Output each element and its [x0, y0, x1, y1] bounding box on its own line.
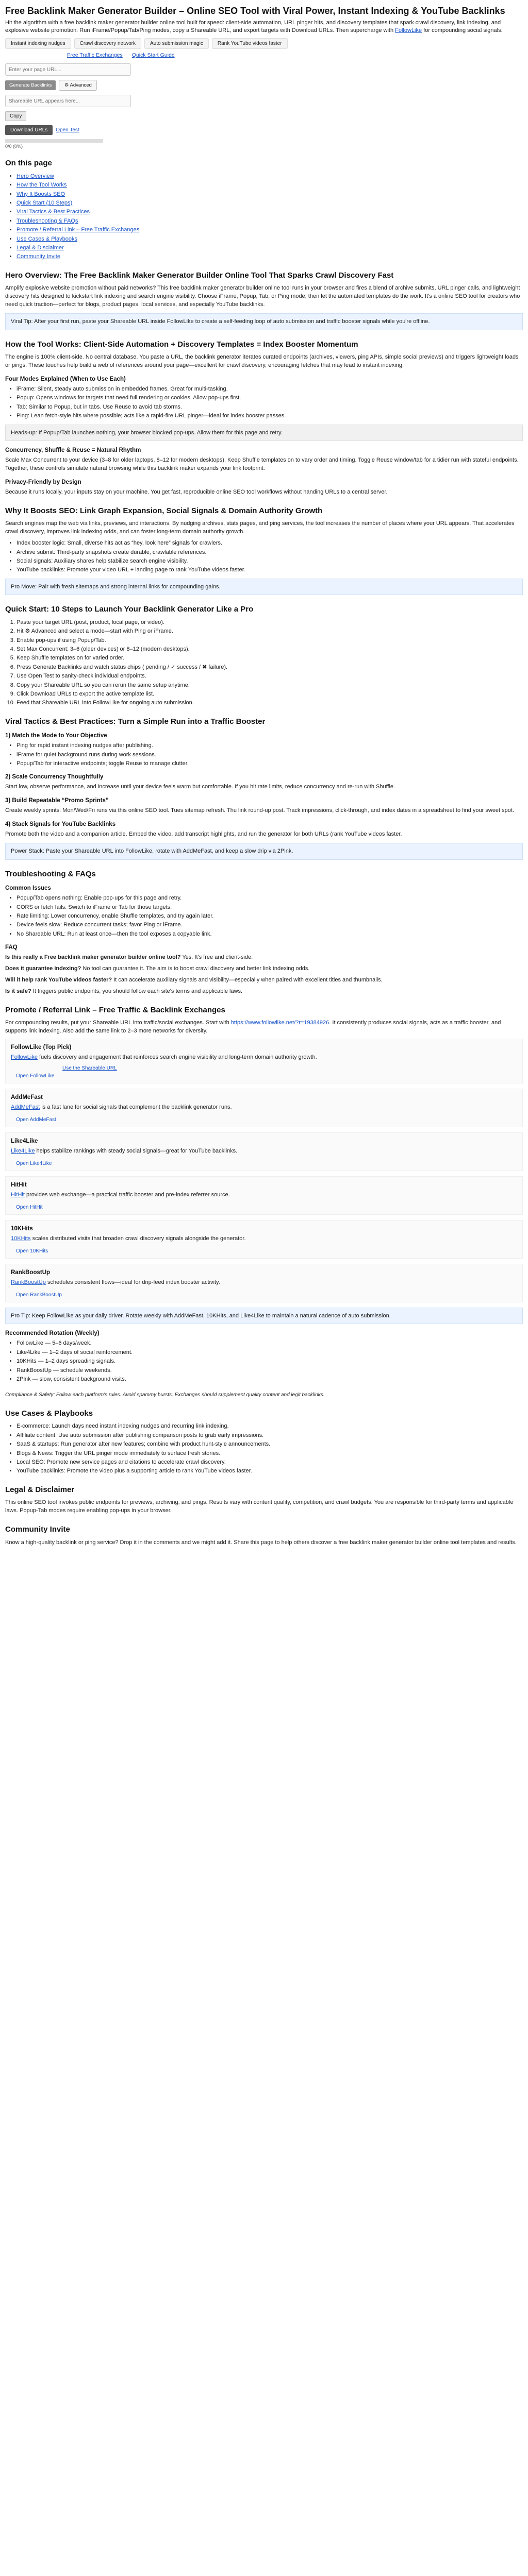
- list-item: • Device feels slow: Reduce concurrent tasks; favor Ping or iFrame.: [16, 921, 523, 929]
- open-10khits-button[interactable]: Open 10KHits: [16, 1248, 48, 1254]
- faq-answer: Yes. It's free and client-side.: [182, 954, 253, 961]
- referral-link[interactable]: https://www.followlike.net/?r=19384926: [230, 1020, 329, 1026]
- toc-item[interactable]: Promote / Referral Link – Free Traffic Exchanges: [16, 227, 140, 233]
- open-followlike-button[interactable]: Open FollowLike: [16, 1073, 55, 1079]
- quick-heading: Quick Start: 10 Steps to Launch Your Backlink Generator Like a Pro: [5, 605, 254, 614]
- card-desc: helps stabilize rankings with steady social signals—great for YouTube backlinks.: [36, 1148, 238, 1155]
- list-item: • 10KHits — 1–2 days spreading signals.: [16, 1358, 523, 1365]
- card-desc: scales distributed visits that broaden crawl discovery signals alongside the generator.: [32, 1235, 246, 1242]
- list-item: • Affiliate content: Use auto submission after publishing comparison posts to grab early impressions.: [16, 1432, 523, 1439]
- copy-button[interactable]: Copy: [5, 111, 26, 121]
- faq-sub-heading: FAQ: [5, 944, 18, 951]
- exchange-card-like4like: [5, 1132, 523, 1171]
- intro-paragraph: [5, 19, 523, 36]
- toc-item[interactable]: Legal & Disclaimer: [16, 245, 64, 251]
- generate-controls: [5, 80, 523, 91]
- list-item: • FollowLike — 5–6 days/week.: [16, 1340, 523, 1347]
- faq-question: Will it help rank YouTube videos faster?: [5, 977, 112, 983]
- toc-item[interactable]: Why It Boosts SEO: [16, 191, 65, 197]
- list-item: 6. Press Generate Backlinks and watch status chips ( pending / ✓ success / ✖ failure).: [16, 664, 523, 671]
- viral-heading: Viral Tactics & Best Practices: Turn a Simple Run into a Traffic Booster: [5, 717, 266, 726]
- card-desc: provides web exchange—a practical traffic booster and pre-index referrer source.: [26, 1192, 230, 1198]
- usecases-heading: Use Cases & Playbooks: [5, 1409, 93, 1418]
- use-shareable-link[interactable]: Use the Shareable URL: [62, 1065, 117, 1072]
- promote-heading: Promote / Referral Link – Free Traffic & Backlink Exchanges: [5, 1005, 225, 1014]
- faq-question: Does it guarantee indexing?: [5, 965, 81, 972]
- list-item: • Like4Like — 1–2 days of social reinforcement.: [16, 1349, 523, 1357]
- modes-heading: Four Modes Explained (When to Use Each): [5, 376, 126, 382]
- card-link[interactable]: HitHit: [11, 1192, 25, 1198]
- privacy-heading: Privacy-Friendly by Design: [5, 479, 81, 485]
- subnav-quick-start[interactable]: Quick Start Guide: [131, 52, 175, 59]
- list-item: 1. Paste your target URL (post, product, local page, or video).: [16, 619, 523, 626]
- pro-tip-note: Pro Tip: Keep FollowLike as your daily driver. Rotate weekly with AddMeFast, 10KHits, and Like4Like to maintain a natural cadence of auto submission.: [5, 1308, 523, 1325]
- list-item: • Ping for rapid instant indexing nudges after publishing.: [16, 742, 523, 750]
- legal-body: This online SEO tool invokes public endpoints for previews, archiving, and pings. Results vary with content quality, competition, and crawl budgets. You are responsible for third-party terms and applicable laws. Popup-Tab modes require enabling pop-ups in your browser.: [5, 1499, 514, 1514]
- toc-item[interactable]: Viral Tactics & Best Practices: [16, 209, 90, 215]
- faq-question: Is this really a Free backlink maker generator builder online tool?: [5, 954, 181, 961]
- card-link[interactable]: RankBoostUp: [11, 1279, 46, 1285]
- viral-sub-3: 3) Build Repeatable “Promo Sprints”: [5, 798, 109, 804]
- list-item: 2. Hit ⚙ Advanced and select a mode—start with Ping or iFrame.: [16, 628, 523, 635]
- exchange-card-rankboostup: [5, 1264, 523, 1302]
- card-text: [11, 1279, 517, 1287]
- card-text: [11, 1104, 517, 1112]
- faq-item: [5, 976, 523, 985]
- card-link[interactable]: FollowLike: [11, 1054, 38, 1061]
- list-item: 3. Enable pop-ups if using Popup/Tab.: [16, 637, 523, 645]
- intro-text: Hit the algorithm with a free backlink maker generator builder online tool built for speed: client-side automation, URL pinger hits, and discovery templates that spark crawl discovery, link indexing, and explosive website promotion. Run iFrame/Popup/Tab/Ping modes, copy a Shareable URL, and export targets with Download URLs. Then supercharge with: [5, 19, 501, 34]
- rotation-heading: Recommended Rotation (Weekly): [5, 1330, 100, 1337]
- list-item: • SaaS & startups: Run generator after new features; combine with product hunt-style announcements.: [16, 1440, 523, 1448]
- download-urls-button[interactable]: Download URLs: [5, 125, 53, 135]
- why-list: [5, 539, 523, 574]
- toc-item[interactable]: Troubleshooting & FAQs: [16, 217, 78, 224]
- list-item: • Tab: Similar to Popup, but in tabs. Use Reuse to avoid tab storms.: [16, 403, 523, 411]
- rotation-list: [5, 1340, 523, 1383]
- faq-question: Is it safe?: [5, 988, 31, 994]
- toc-heading: On this page: [5, 159, 52, 168]
- promote-text: For compounding results, put your Shareable URL into traffic/social exchanges. Start with: [5, 1020, 229, 1026]
- faq-item: [5, 954, 523, 962]
- card-title: Like4Like: [11, 1138, 38, 1145]
- faq-answer: No tool can guarantee it. The aim is to boost crawl discovery and better link indexing odds.: [82, 965, 310, 972]
- usecases-list: [5, 1422, 523, 1475]
- list-item: • Social signals: Auxiliary shares help stabilize search engine visibility.: [16, 557, 523, 565]
- url-input[interactable]: [5, 63, 131, 76]
- how-body: The engine is 100% client-side. No central database. You paste a URL, the backlink generator iterates curated endpoints (archives, viewers, ping APIs, simple social previews) and triggers lightweight loads or pings. These touches help build a web of references around your page—excellent for crawl discovery, encouraging fetches that may lead to instant indexing.: [5, 354, 519, 369]
- toc-item[interactable]: Hero Overview: [16, 173, 54, 179]
- hero-heading: Hero Overview: The Free Backlink Maker Generator Builder Online Tool That Sparks Crawl Discovery Fast: [5, 270, 394, 280]
- advanced-toggle[interactable]: ⚙ Advanced: [59, 80, 97, 91]
- issues-list: [5, 894, 523, 938]
- viral-p-3: Create weekly sprints: Mon/Wed/Fri runs via this online SEO tool. Tues sitemap refresh. Thu link round-up post. Track impressions, click-through, and index dates in a spreadsheet to find your sweet spot.: [5, 807, 515, 814]
- card-text: [11, 1235, 517, 1243]
- list-item: • RankBoostUp — schedule weekends.: [16, 1367, 523, 1375]
- list-item: 7. Use Open Test to sanity-check individual endpoints.: [16, 672, 523, 680]
- community-body: Know a high-quality backlink or ping service? Drop it in the comments and we might add it. Share this page to help others discover a free backlink maker generator builder online tool templates and results.: [5, 1539, 517, 1546]
- toc-item[interactable]: How the Tool Works: [16, 182, 67, 189]
- list-item: • 2Plnk — slow, consistent background visits.: [16, 1376, 523, 1383]
- why-heading: Why It Boosts SEO: Link Graph Expansion, Social Signals & Domain Authority Growth: [5, 506, 323, 515]
- heads-up-note: Heads-up: If Popup/Tab launches nothing, your browser blocked pop-ups. Allow them for this page and retry.: [5, 425, 523, 442]
- quick-steps: [5, 619, 523, 707]
- viral-sub-4: 4) Stack Signals for YouTube Backlinks: [5, 821, 116, 828]
- concurrency-heading: Concurrency, Shuffle & Reuse = Natural Rhythm: [5, 447, 141, 454]
- viral-p-2: Start low, observe performance, and increase until your device feels warm but comfortable. If you hit rate limits, reduce concurrency and re-run with Shuffle.: [5, 784, 395, 790]
- intro-followlike-link[interactable]: FollowLike: [395, 27, 422, 34]
- card-title: HitHit: [11, 1182, 27, 1189]
- list-item: • Blogs & News: Trigger the URL pinger mode immediately to surface fresh stories.: [16, 1450, 523, 1458]
- card-desc: is a fast lane for social signals that complement the backlink generator runs.: [41, 1104, 232, 1111]
- tab-instant-indexing[interactable]: Instant indexing nudges: [5, 38, 71, 49]
- open-rankboostup-button[interactable]: Open RankBoostUp: [16, 1292, 62, 1298]
- exchange-card-addmefast: [5, 1089, 523, 1127]
- privacy-body: Because it runs locally, your inputs stay on your machine. You get fast, reproducible online SEO tool workflows without handing URLs to a central server.: [5, 488, 388, 495]
- list-item: • No Shareable URL: Run at least once—then the tool exposes a copyable link.: [16, 930, 523, 938]
- legal-heading: Legal & Disclaimer: [5, 1485, 75, 1494]
- exchange-card-hithit: [5, 1176, 523, 1215]
- list-item: • YouTube backlinks: Promote the video plus a supporting article to rank YouTube videos faster.: [16, 1467, 523, 1475]
- list-item: • Archive submit: Third-party snapshots create durable, crawlable references.: [16, 549, 523, 556]
- tab-auto-submission[interactable]: Auto submission magic: [144, 38, 209, 49]
- intro-tail: for compounding social signals.: [423, 27, 503, 34]
- card-title: AddMeFast: [11, 1094, 43, 1101]
- list-item: 5. Keep Shuffle templates on for varied order.: [16, 654, 523, 662]
- card-text: [11, 1191, 517, 1199]
- viral-sub-2: 2) Scale Concurrency Thoughtfully: [5, 774, 104, 781]
- card-desc: fuels discovery and engagement that reinforces search engine visibility and long-term domain authority growth.: [39, 1054, 317, 1061]
- promote-tail: . It consistently produces social signals, acts as a traffic booster, and supports link indexing. Also add the same link to 2–3 more networks for diversity.: [5, 1020, 501, 1035]
- toc-item[interactable]: Use Cases & Playbooks: [16, 235, 77, 242]
- open-hithit-button[interactable]: Open HitHit: [16, 1205, 43, 1210]
- list-item: • E-commerce: Launch days need instant indexing nudges and recurring link indexing.: [16, 1422, 523, 1430]
- toc-item[interactable]: Quick Start (10 Steps): [16, 200, 73, 207]
- feature-tabs: [5, 38, 523, 49]
- list-item: 10. Feed that Shareable URL into FollowLike for ongoing auto submission.: [16, 699, 523, 707]
- why-body: Search engines map the web via links, previews, and interactions. By nudging archives, stats pages, and ping services, the tool increases the number of places where your URL appears. That accelerates crawl discovery, improves link indexing odds, and can foster long-term domain authority growth.: [5, 520, 515, 535]
- list-item: • YouTube backlinks: Promote your video URL + landing page to rank YouTube videos faster.: [16, 566, 523, 574]
- tab-rank-youtube[interactable]: Rank YouTube videos faster: [212, 38, 288, 49]
- faq-answer: It can accelerate auxiliary signals and visibility—especially when paired with excellent titles and thumbnails.: [113, 977, 383, 983]
- list-item: • Popup: Opens windows for targets that need full rendering or cookies. Allow pop-ups first.: [16, 394, 523, 402]
- progress-bar: [5, 139, 103, 143]
- generate-button[interactable]: Generate Backlinks: [5, 80, 56, 90]
- list-item: • Local SEO: Promote new service pages and citations to accelerate crawl discovery.: [16, 1459, 523, 1466]
- tab-crawl-discovery[interactable]: Crawl discovery network: [74, 38, 141, 49]
- power-stack-note: Power Stack: Paste your Shareable URL into FollowLike, rotate with AddMeFast, and keep a slow drip via 2Plnk.: [5, 843, 523, 860]
- list-item: • Popup/Tab opens nothing: Enable pop-ups for this page and retry.: [16, 894, 523, 902]
- compliance-note: Compliance & Safety: Follow each platform's rules. Avoid spammy bursts. Exchanges should supplement quality content and legit backlinks.: [5, 1392, 325, 1398]
- viral-sub-1: 1) Match the Mode to Your Objective: [5, 733, 107, 739]
- shareable-url-input[interactable]: [5, 95, 131, 107]
- modes-list: [5, 385, 523, 420]
- card-text: [11, 1054, 517, 1062]
- hero-body: Amplify explosive website promotion without paid networks? This free backlink maker generator builder online tool runs in your browser and fires a blend of archive submits, URL pinger calls, and lightweight discovery hits designed to kickstart link indexing and search engine visibility. Choose iFrame, Popup, Tab, or Ping mode, then let the automated templates do the work. It's a online SEO tool for creators who need quick traction—perfect for blogs, product pages, local services, and especially YouTube backlinks.: [5, 285, 520, 308]
- progress-text: 0/0 (0%): [5, 144, 23, 149]
- list-item: • Rate limiting: Lower concurrency, enable Shuffle templates, and try again later.: [16, 912, 523, 920]
- list-item: • iFrame for quiet background runs during work sessions.: [16, 751, 523, 759]
- promote-body: [5, 1019, 523, 1036]
- card-text: [11, 1147, 517, 1156]
- faq-heading: Troubleshooting & FAQs: [5, 869, 96, 878]
- faq-answer: It triggers public endpoints; you should follow each site's terms and applicable laws.: [32, 988, 243, 994]
- card-link[interactable]: 10KHits: [11, 1235, 31, 1242]
- how-heading: How the Tool Works: Client-Side Automation + Discovery Templates = Index Booster Momentum: [5, 340, 358, 349]
- community-heading: Community Invite: [5, 1525, 70, 1534]
- list-item: • Ping: Lean fetch-style hits where possible; acts like a rapid-fire URL pinger—ideal for index booster passes.: [16, 412, 523, 420]
- open-test-link[interactable]: Open Test: [56, 127, 79, 133]
- faq-item: [5, 988, 523, 996]
- subnav: [5, 52, 523, 58]
- card-title: 10KHits: [11, 1226, 33, 1232]
- faq-item: [5, 965, 523, 973]
- page-title: Free Backlink Maker Generator Builder – Online SEO Tool with Viral Power, Instant Indexing & YouTube Backlinks: [5, 6, 505, 16]
- exchange-card-followlike: [5, 1039, 523, 1083]
- subnav-traffic-exchanges[interactable]: Free Traffic Exchanges: [67, 52, 123, 59]
- list-item: • CORS or fetch fails: Switch to iFrame or Tab for those targets.: [16, 904, 523, 911]
- common-issues-heading: Common Issues: [5, 885, 51, 892]
- card-desc: schedules consistent flows—ideal for drip-feed index booster activity.: [47, 1279, 220, 1285]
- list-item: 8. Copy your Shareable URL so you can rerun the same setup anytime.: [16, 682, 523, 689]
- viral-list-1: [5, 742, 523, 768]
- pro-move-note: Pro Move: Pair with fresh sitemaps and strong internal links for compounding gains.: [5, 579, 523, 596]
- list-item: • Index booster logic: Small, diverse hits act as “hey, look here” signals for crawlers.: [16, 539, 523, 547]
- card-title: RankBoostUp: [11, 1269, 51, 1276]
- card-link[interactable]: AddMeFast: [11, 1104, 40, 1111]
- viral-p-4: Promote both the video and a companion article. Embed the video, add transcript highlights, and run the generator for both URLs (rank YouTube videos faster.: [5, 831, 402, 838]
- open-addmefast-button[interactable]: Open AddMeFast: [16, 1117, 56, 1123]
- viral-tip: Viral Tip: After your first run, paste your Shareable URL inside FollowLike to create a self-feeding loop of auto submission and traffic booster signals while you're offline.: [5, 313, 523, 330]
- exchange-card-10khits: [5, 1220, 523, 1259]
- toc-item[interactable]: Community Invite: [16, 253, 60, 260]
- list-item: • iFrame: Silent, steady auto submission in embedded frames. Great for multi-tasking.: [16, 385, 523, 393]
- list-item: 4. Set Max Concurrent: 3–6 (older devices) or 8–12 (modern desktops).: [16, 646, 523, 653]
- export-controls: [5, 125, 523, 135]
- card-link[interactable]: Like4Like: [11, 1148, 35, 1155]
- concurrency-body: Scale Max Concurrent to your device (3–8 for older laptops, 8–12 for modern desktops). Keep Shuffle templates on to vary order and timing. Toggle Reuse window/tab for a tidier run with stateful endpoints. Together, these controls simulate natural browsing while this backlink maker expands your link footprint.: [5, 457, 519, 471]
- list-item: 9. Click Download URLs to export the active template list.: [16, 690, 523, 698]
- list-item: • Popup/Tab for interactive endpoints; toggle Reuse to manage clutter.: [16, 760, 523, 768]
- card-title: FollowLike (Top Pick): [11, 1044, 72, 1051]
- toc-list: [5, 173, 523, 261]
- open-like4like-button[interactable]: Open Like4Like: [16, 1161, 52, 1167]
